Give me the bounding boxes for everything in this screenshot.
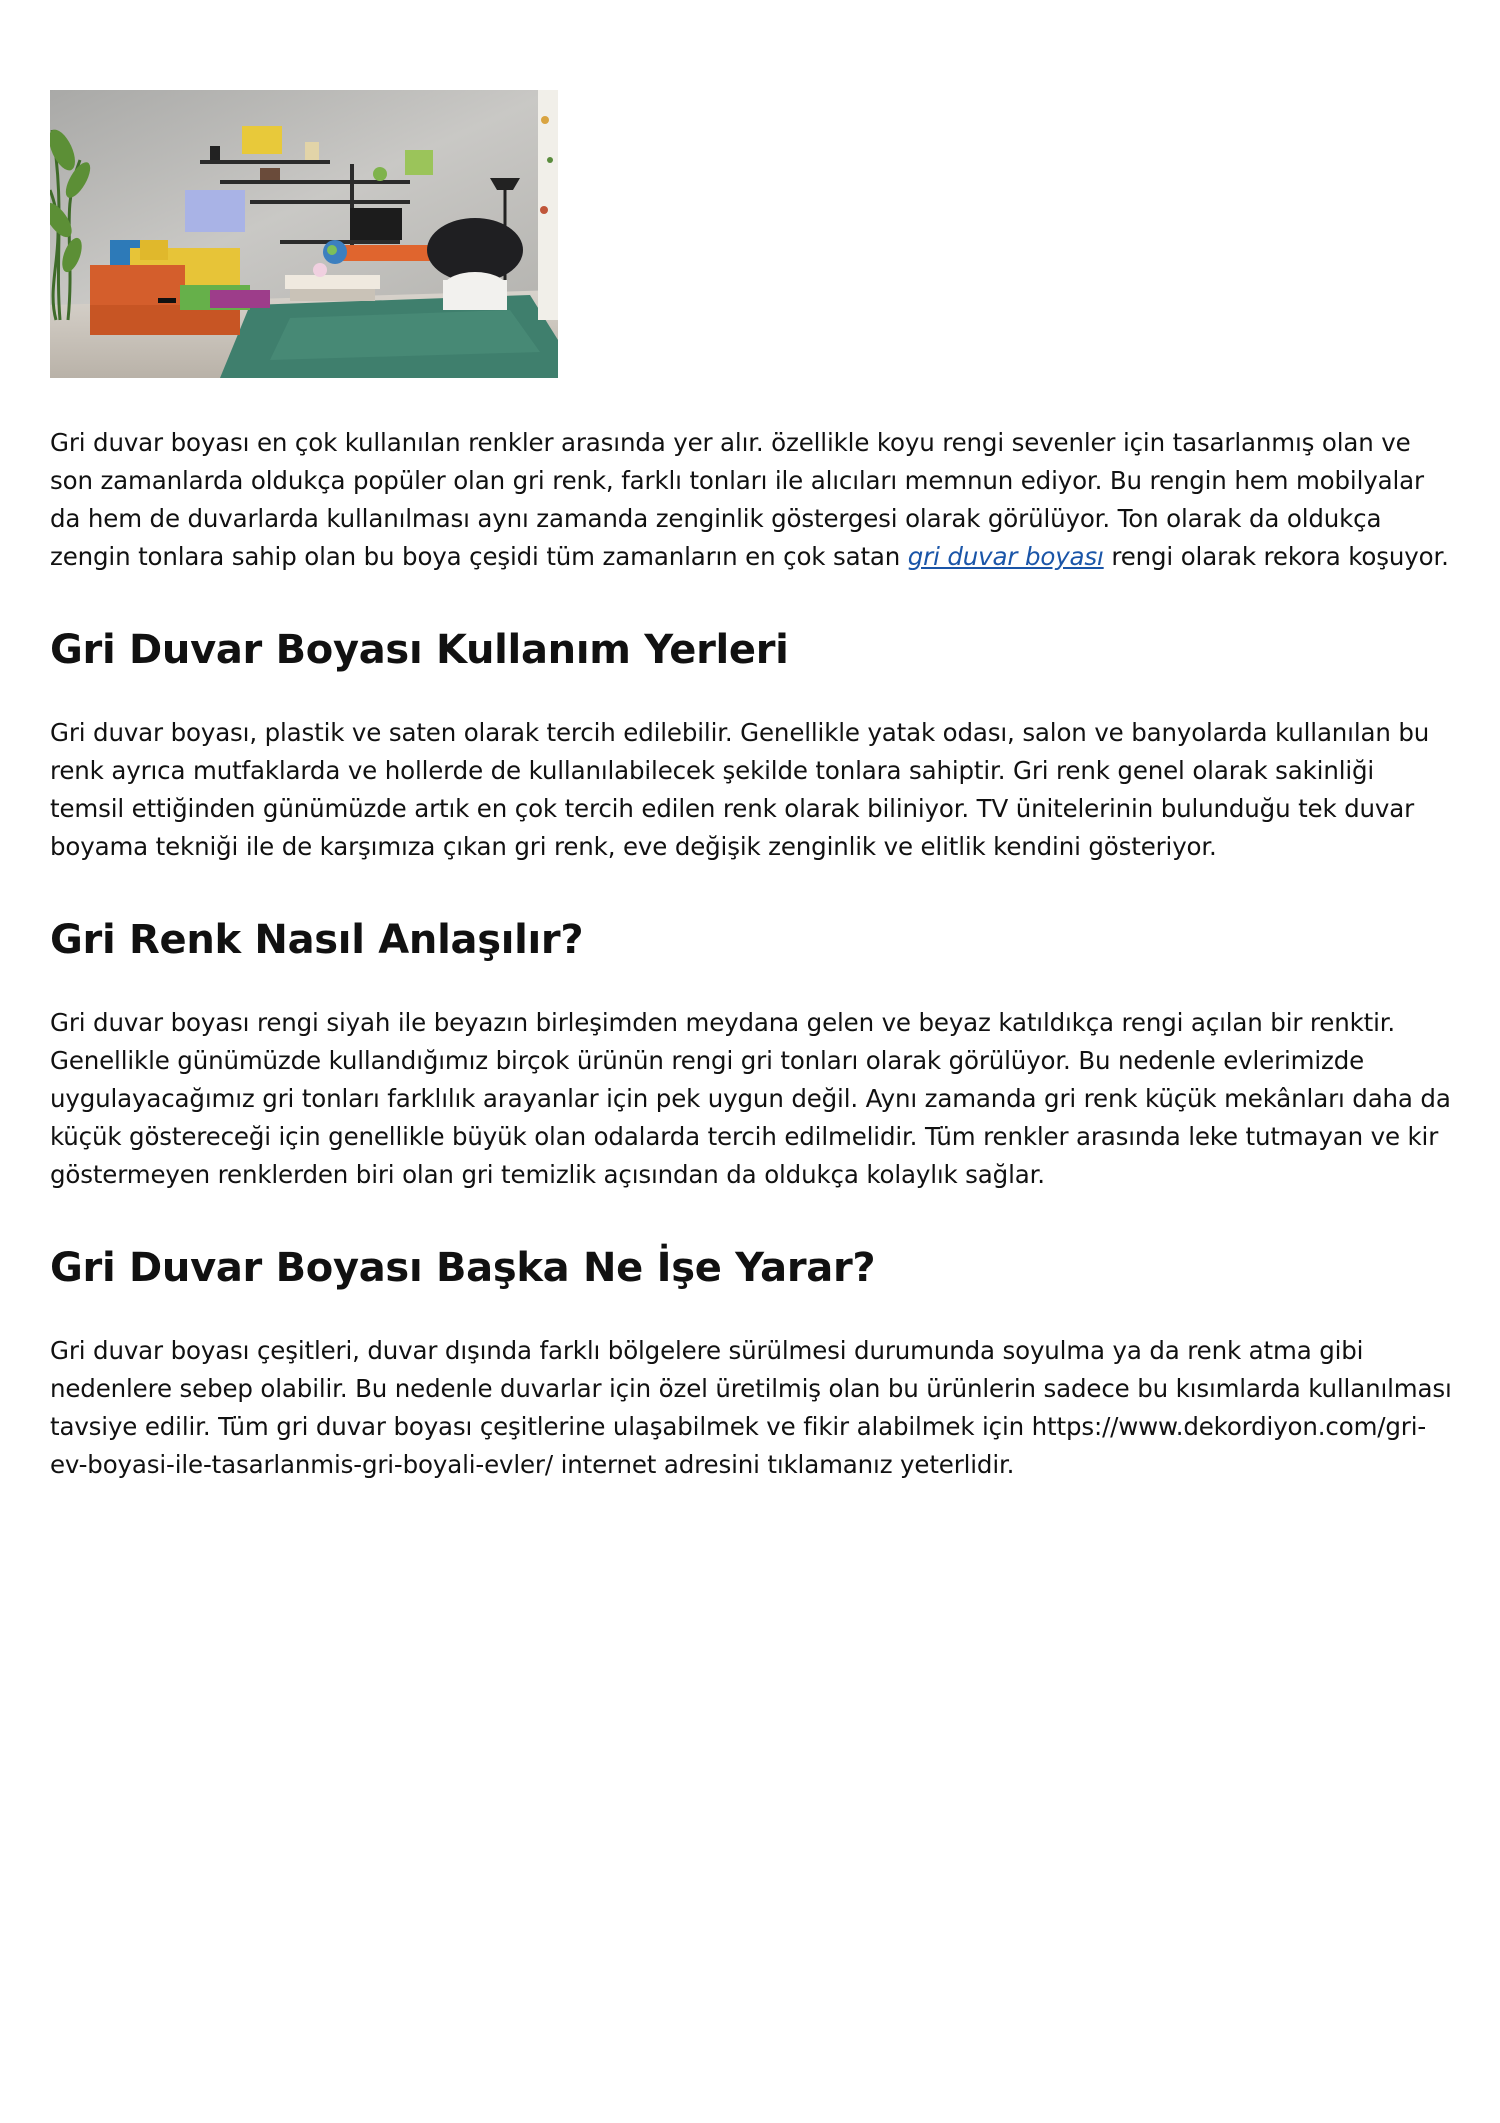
section-heading-nasil-anlasilir: Gri Renk Nasıl Anlaşılır? — [50, 917, 584, 963]
gri-duvar-boyasi-link[interactable]: gri duvar boyası — [907, 542, 1104, 571]
section-body-baska-ne-ise-yarar: Gri duvar boyası çeşitleri, duvar dışında farklı bölgelere sürülmesi durumunda soyulma ya da renk atma gibi nedenlere sebep olabilir. Bu nedenle duvarlar için özel üretilmiş olan bu ürünlerin sadece bu kısımlarda kullanılması tavsiye edilir. Tüm gri duvar boyası çeşitlerine ulaşabilmek ve fikir alabilmek için https://www.dekordiyon.com/gri-ev-boyasi-ile-tasarlanmis-gri-boyali-evler/ internet adresini tıklamanız yeterlidir. — [50, 1336, 1452, 1479]
living-room-photo — [50, 90, 558, 378]
intro-text-before-link: Gri duvar boyası en çok kullanılan renkler arasında yer alır. özellikle koyu rengi sevenler için tasarlanmış olan ve son zamanlarda oldukça popüler olan gri renk, farklı tonları ile alıcıları memnun ediyor. Bu rengin hem mobilyalar da hem de duvarlarda kullanılması aynı zamanda zenginlik göstergesi olarak görülüyor. Ton olarak da oldukça zengin tonlara sahip olan bu boya çeşidi tüm zamanların en çok satan — [50, 428, 1424, 571]
intro-paragraph — [50, 424, 1455, 576]
article — [50, 90, 1455, 1484]
intro-text-after-link: rengi olarak rekora koşuyor. — [1103, 542, 1449, 571]
section-body-kullanim-yerleri: Gri duvar boyası, plastik ve saten olarak tercih edilebilir. Genellikle yatak odası, salon ve banyolarda kullanılan bu renk ayrıca mutfaklarda ve hollerde de kullanılabilecek şekilde tonlara sahiptir. Gri renk genel olarak sakinliği temsil ettiğinden günümüzde artık en çok tercih edilen renk olarak biliniyor. TV ünitelerinin bulunduğu tek duvar boyama tekniği ile de karşımıza çıkan gri renk, eve değişik zenginlik ve elitlik kendini gösteriyor. — [50, 718, 1430, 861]
section-heading-kullanim-yerleri: Gri Duvar Boyası Kullanım Yerleri — [50, 627, 789, 673]
section-heading-baska-ne-ise-yarar: Gri Duvar Boyası Başka Ne İşe Yarar? — [50, 1245, 876, 1291]
section-body-nasil-anlasilir: Gri duvar boyası rengi siyah ile beyazın birleşimden meydana gelen ve beyaz katıldıkça rengi açılan bir renktir. Genellikle günümüzde kullandığımız birçok ürünün rengi gri tonları olarak görülüyor. Bu nedenle evlerimizde uygulayacağımız gri tonları farklılık arayanlar için pek uygun değil. Aynı zamanda gri renk küçük mekânları daha da küçük göstereceği için genellikle büyük olan odalarda tercih edilmelidir. Tüm renkler arasında leke tutmayan ve kir göstermeyen renklerden biri olan gri temizlik açısından da oldukça kolaylık sağlar. — [50, 1008, 1451, 1189]
